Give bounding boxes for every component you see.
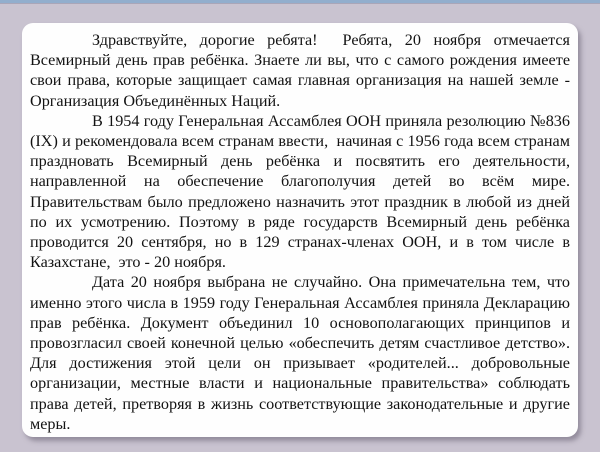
paragraph-declaration: Дата 20 ноября выбрана не случайно. Она примечательна тем, что именно этого числа в 1959 году Генеральная Ассамблея приняла Декларацию прав ребёнка. Документ объединил 10 основополагающих принципов и провозгласил своей конечной целью «обеспечить детям счастливое детство». Для достижения этой цели он призывает «родителей... добровольные организации, местные власти и национальные правительства» соблюдать права детей, претворяя в жизнь соответствующие законодательные и другие меры. [30,273,570,433]
paragraph-greeting: Здравствуйте, дорогие ребята! Ребята, 20 ноября отмечается Всемирный день прав ребёнка. Знаете ли вы, что с самого рождения имеете свои права, которые защищает самая главная организация на нашей земле - Организация Объединённых Наций. [30,31,570,110]
paragraph-history: В 1954 году Генеральная Ассамблея ООН приняла резолюцию №836 (IX) и рекомендовала всем странам ввести, начиная с 1956 года всем странам праздновать Всемирный день ребёнка и посвятить его деятельности, направленной на обеспечение благополучия детей во всём мире. Правительствам было предложено назначить этот праздник в любой из дней по их усмотрению. Поэтому в ряде государств Всемирный день ребёнка проводится 20 сентября, но в 129 странах-членах ООН, и в том числе в Казахстане, это - 20 ноября. [30,111,570,272]
text-card [22,23,578,437]
top-accent-strip [0,0,600,4]
